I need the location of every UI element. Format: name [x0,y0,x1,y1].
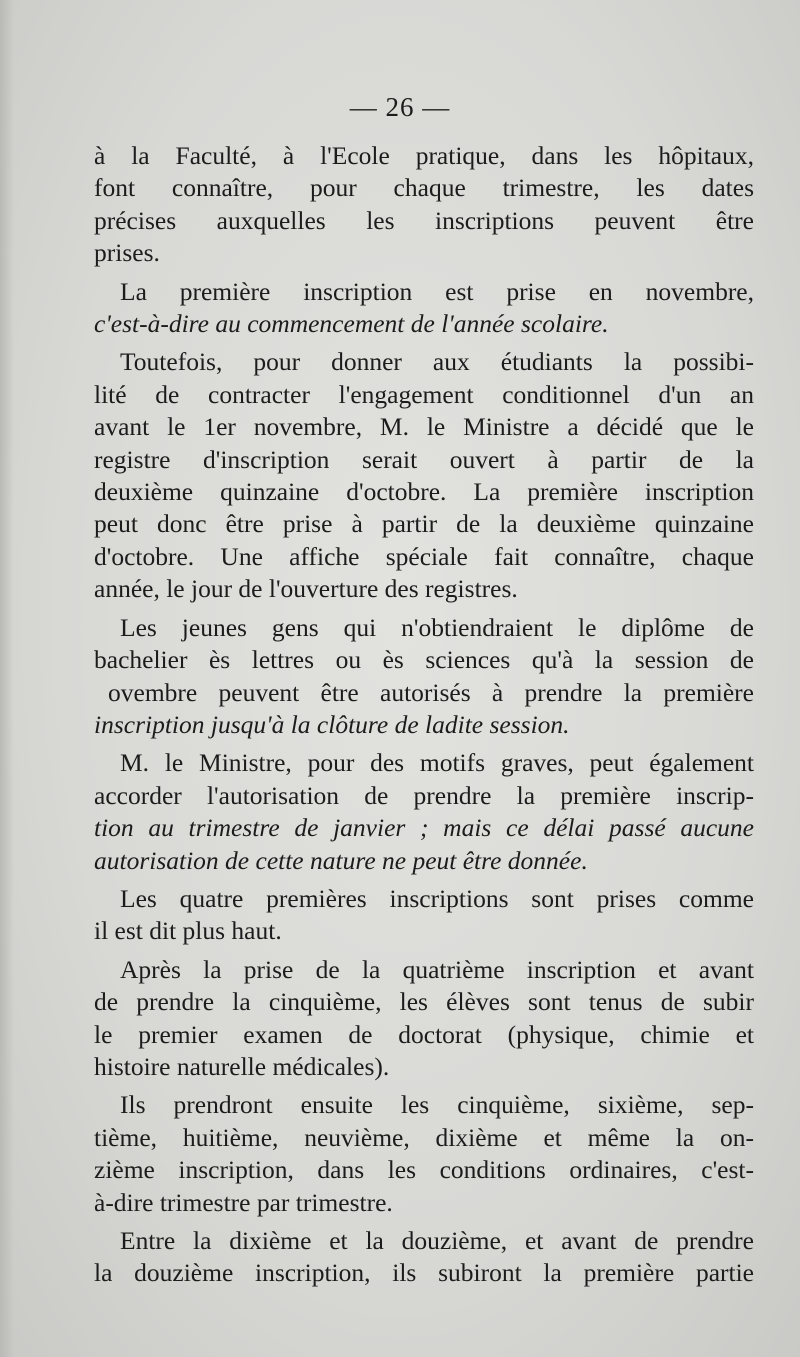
text-line: ovembre peuvent être autorisés à prendre la première [108,677,754,707]
paragraph [94,954,754,1084]
text-line: de prendre la cinquième, les élèves sont tenus de subir [94,987,754,1017]
text-line: lité de contracter l'engagement conditionnel d'un an [94,379,754,409]
text-line: Après la prise de la quatrième inscription et avant [120,954,754,984]
text-line [94,709,754,741]
text-line: bachelier ès lettres ou ès sciences qu'à la session de [94,645,754,675]
paragraph [94,346,754,605]
paragraph [94,140,754,270]
paragraph [94,1089,754,1219]
text-line [94,308,754,340]
text-line: année, le jour de l'ouverture des registres. [94,574,518,604]
text-line: accorder l'autorisation de prendre la première inscrip- [94,780,754,810]
italic-text: c'est-à-dire au commencement de l'année scolaire. [94,309,609,339]
text-line: d'octobre. Une affiche spéciale fait connaître, chaque [94,541,754,571]
text-line: Les jeunes gens qui n'obtiendraient le diplôme de [120,612,754,642]
text-line: zième inscription, dans les conditions ordinaires, c'est- [94,1155,754,1185]
text-line: il est dit plus haut. [94,916,282,946]
text-line: précises auxquelles les inscriptions peuvent être [94,205,754,235]
text-line: prises. [94,238,160,268]
italic-text: tion au trimestre de janvier ; mais ce délai passé aucune [94,813,754,843]
text-line: deuxième quinzaine d'octobre. La première inscription [94,477,754,507]
text-line: à la Faculté, à l'Ecole pratique, dans les hôpitaux, [94,141,754,170]
text-line: M. le Ministre, pour des motifs graves, peut également [120,748,754,778]
paragraph [94,883,754,948]
paragraph [94,612,754,742]
text-line: avant le 1er novembre, M. le Ministre a décidé que le [94,412,754,442]
text-line: Entre la dixième et la douzième, et avant de prendre [120,1226,754,1255]
text-line: peut donc être prise à partir de la deuxième quinzaine [94,509,754,539]
paragraph [94,1225,754,1290]
text-line: la douzième inscription, ils subiront la première partie [94,1258,754,1288]
paragraph [94,276,754,341]
page-edge-shadow [0,0,14,1357]
text-line: La première inscription est prise en novembre, [120,276,754,306]
italic-text: autorisation de cette nature ne peut être donnée. [94,845,588,875]
text-line [94,812,754,844]
text-line: Les quatre premières inscriptions sont prises comme [120,883,754,913]
text-line: le premier examen de doctorat (physique, chimie et [94,1019,754,1049]
text-line: à-dire trimestre par trimestre. [94,1187,393,1217]
page-number: — 26 — [349,92,451,122]
text-line: tième, huitième, neuvième, dixième et même la on- [94,1122,754,1152]
text-line: Ils prendront ensuite les cinquième, sixième, sep- [120,1090,754,1120]
paragraph [94,747,754,877]
text-line [94,845,754,877]
italic-text: inscription jusqu'à la clôture de ladite session. [94,709,570,739]
text-line: Toutefois, pour donner aux étudiants la possibi- [120,347,754,377]
body-text [94,140,754,1296]
text-line: histoire naturelle médicales). [94,1051,390,1081]
text-line: registre d'inscription serait ouvert à partir de la [94,444,754,474]
text-line: font connaître, pour chaque trimestre, les dates [94,173,754,203]
